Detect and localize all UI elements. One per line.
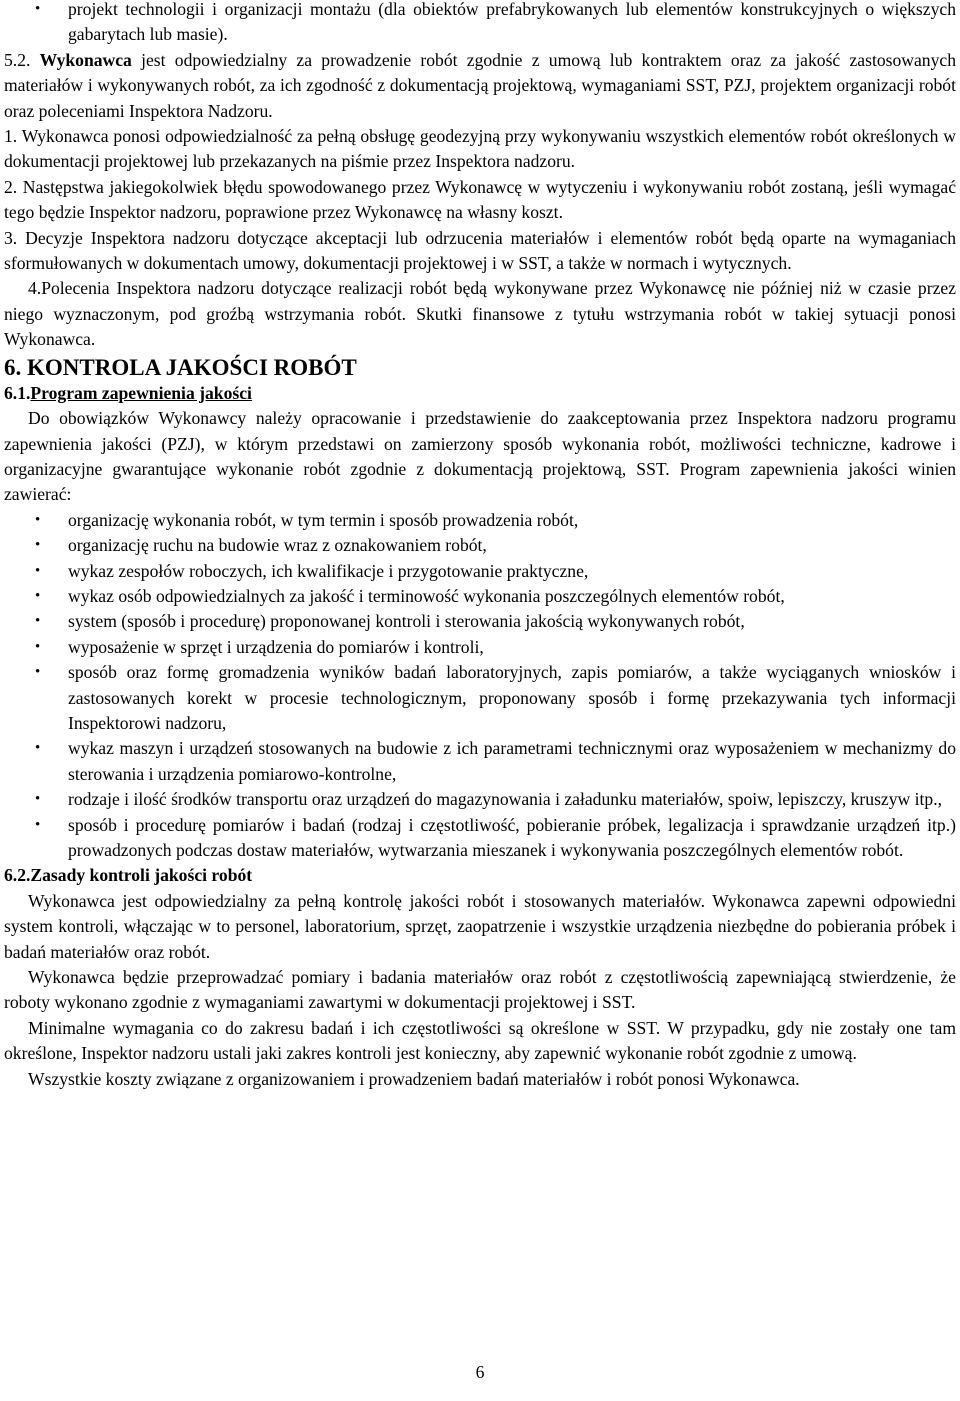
quality-program-list [4,508,956,864]
section-number: 6.1. [4,382,31,403]
section-heading-6-1 [4,381,956,406]
bullet-icon: • [35,613,41,630]
list-item-text: wykaz maszyn i urządzeń stosowanych na budowie z ich parametrami technicznymi oraz wyposażeniem w mechanizmy do sterowania i urządzenia pomiarowo-kontrolne, [68,738,956,784]
list-item [4,508,956,533]
bullet-icon: • [35,562,41,579]
list-item [4,635,956,660]
bullet-icon: • [35,587,41,604]
section-heading-6: 6. KONTROLA JAKOŚCI ROBÓT [4,354,357,380]
list-item-text: sposób oraz formę gromadzenia wyników badań laboratoryjnych, zapis pomiarów, a także wyciąganych wniosków i zastosowanych korekt w procesie technologicznym, proponowany sposób i formę przekazywania tych informacji Inspektorowi nadzoru, [68,662,956,733]
list-item-text: system (sposób i procedurę) proponowanej kontroli i sterowania jakością wykonywanych robót, [68,611,745,632]
list-item [4,660,956,736]
list-item-text: sposób i procedurę pomiarów i badań (rodzaj i częstotliwość, pobieranie próbek, legalizacja i sprawdzanie urządzeń itp.) prowadzonych podczas dostaw materiałów, wytwarzania mieszanek i wykonywania poszczególnych elementów robót. [68,814,956,860]
list-item [4,736,956,787]
paragraph-5-2 [4,48,956,124]
list-item [4,533,956,558]
paragraph-6-1-intro: Do obowiązków Wykonawcy należy opracowanie i przedstawienie do zaakceptowania przez Inspektora nadzoru programu zapewnienia jakości (PZJ), w którym przedstawi on zamierzony sposób wykonania robót, możliwości techniczne, kadrowe i organizacyjne gwarantujące wykonanie robót zgodnie z dokumentacją projektową, SST. Program zapewnienia jakości winien zawierać: [4,408,956,505]
section-number: 6.2. [4,865,31,886]
list-item [4,584,956,609]
section-heading-6-2 [4,863,956,888]
list-item [4,813,956,864]
document-page [4,0,956,1092]
list-item [4,787,956,812]
list-item [4,559,956,584]
bullet-icon: • [35,638,41,655]
list-item-text: wykaz zespołów roboczych, ich kwalifikacje i przygotowanie praktyczne, [68,560,589,581]
list-item-text: wykaz osób odpowiedzialnych za jakość i terminowość wykonania poszczególnych elementów robót, [68,585,785,606]
bullet-icon: • [35,816,41,833]
paragraph-text: jest odpowiedzialny za prowadzenie robót zgodnie z umową lub kontraktem oraz za jakość zastosowanych materiałów i wykonywanych robót, za ich zgodność z dokumentacją projektową, wymaganiami SST, PZJ, projektem organizacji robót oraz poleceniami Inspektora Nadzoru. [4,49,956,121]
numbered-paragraph-2: 2. Następstwa jakiegokolwiek błędu spowodowanego przez Wykonawcę w wytyczeniu i wykonywaniu robót zostaną, jeśli wymagać tego będzie Inspektor nadzoru, poprawione przez Wykonawcę na własny koszt. [4,176,956,223]
bullet-icon: • [35,664,41,681]
bullet-icon: • [35,1,41,17]
list-item-text: wyposażenie w sprzęt i urządzenia do pomiarów i kontroli, [68,636,484,657]
bold-lead: Wykonawca [39,49,132,70]
page-number: 6 [475,1362,485,1382]
section-number: 5.2. [4,49,31,70]
numbered-paragraph-4: 4.Polecenia Inspektora nadzoru dotyczące realizacji robót będą wykonywane przez Wykonawcę nie później niż w czasie przez niego wyznaczonym, pod groźbą wstrzymania robót. Skutki finansowe z tytułu wstrzymania robót w takiej sytuacji ponosi Wykonawca. [4,278,956,350]
numbered-paragraph-1: 1. Wykonawca ponosi odpowiedzialność za pełną obsługę geodezyjną przy wykonywaniu wszystkich elementów robót określonych w dokumentacji projektowej lub przekazanych na piśmie przez Inspektora nadzoru. [4,126,956,172]
paragraph-6-2-3: Minimalne wymagania co do zakresu badań i ich częstotliwości są określone w SST. W przypadku, gdy nie zostały one tam określone, Inspektor nadzoru ustali jaki zakres kontroli jest konieczny, aby zapewnić wykonanie robót zgodnie z umową. [4,1017,956,1064]
bullet-icon: • [35,791,41,808]
list-item-text: rodzaje i ilość środków transportu oraz urządzeń do magazynowania i załadunku materiałów, spoiw, lepiszczy, kruszyw itp., [68,789,943,810]
list-item-text: organizację ruchu na budowie wraz z oznakowaniem robót, [68,535,487,556]
paragraph-6-2-1: Wykonawca jest odpowiedzialny za pełną kontrolę jakości robót i stosowanych materiałów. Wykonawca zapewni odpowiedni system kontroli, włączając w to personel, laboratorium, sprzęt, zaopatrzenie i wszystkie urządzenia niezbędne do pobierania próbek i badań materiałów oraz robót. [4,890,956,962]
paragraph-6-2-4: Wszystkie koszty związane z organizowaniem i prowadzeniem badań materiałów i robót ponosi Wykonawca. [28,1068,800,1089]
section-title: Zasady kontroli jakości robót [30,865,253,886]
section-title: Program zapewnienia jakości [30,382,252,403]
bullet-icon: • [35,740,41,757]
paragraph-6-2-2: Wykonawca będzie przeprowadzać pomiary i badania materiałów oraz robót z częstotliwością zapewniającą stwierdzenie, że roboty wykonano zgodnie z wymaganiami zawartymi w dokumentacji projektowej i SST. [4,967,956,1013]
list-item-text: projekt technologii i organizacji montażu (dla obiektów prefabrykowanych lub elementów konstrukcyjnych o większych gabarytach lub masie). [68,0,956,45]
list-item [4,0,956,48]
bullet-icon: • [35,511,41,528]
bullet-icon: • [35,537,41,554]
list-item [4,609,956,634]
numbered-paragraph-3: 3. Decyzje Inspektora nadzoru dotyczące akceptacji lub odrzucenia materiałów i elementów robót będą oparte na wymaganiach sformułowanych w dokumentach umowy, dokumentacji projektowej i w SST, a także w normach i wytycznych. [4,227,956,274]
list-item-text: organizację wykonania robót, w tym termin i sposób prowadzenia robót, [68,509,579,530]
